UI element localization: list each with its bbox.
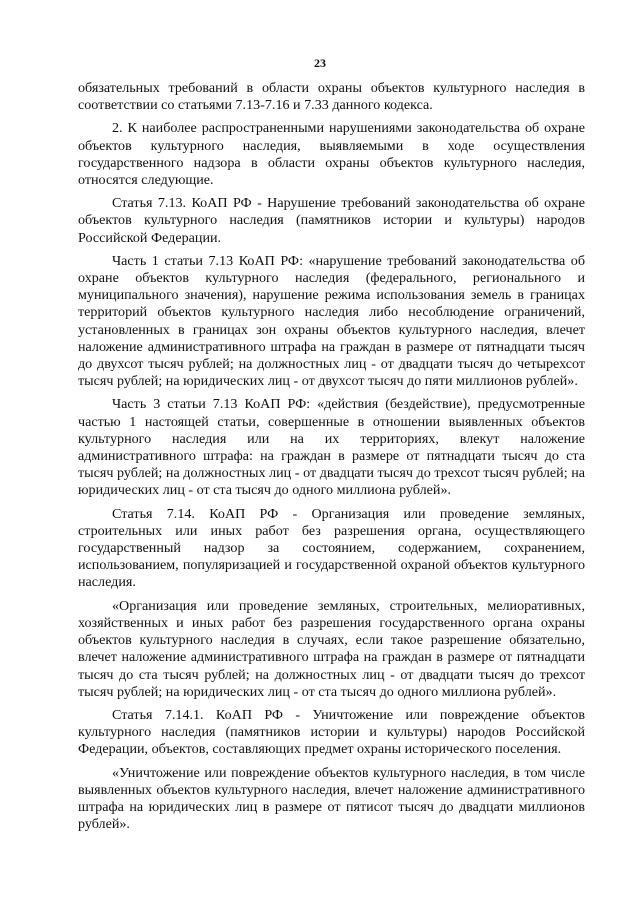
document-body: [78, 80, 585, 839]
paragraph-article-7-13-part-1: Часть 1 статьи 7.13 КоАП РФ: «нарушение требований законодательства об охране объектов культурного наследия (федерального, регионального и муниципального значения), нарушение режима использования земель в границах территорий объектов культурного наследия либо несоблюдение ограничений, установленных в границах зон охраны объектов культурного наследия, влечет наложение административного штрафа на граждан в размере от пятнадцати тысяч до двухсот тысяч рублей; на должностных лиц - от двадцати тысяч до четырехсот тысяч рублей; на юридических лиц - от двухсот тысяч до пяти миллионов рублей».: [78, 252, 585, 390]
paragraph-article-7-14-quote: «Организация или проведение земляных, строительных, мелиоративных, хозяйственных и иных работ без разрешения государственного органа охраны объектов культурного наследия в случаях, если такое разрешение обязательно, влечет наложение административного штрафа на граждан в размере от пятнадцати тысяч до ста тысяч рублей; на должностных лиц - от двадцати тысяч до трехсот тысяч рублей; на юридических лиц - от ста тысяч до одного миллиона рублей».: [78, 597, 585, 700]
paragraph-article-7-14-1: Статья 7.14.1. КоАП РФ - Уничтожение или повреждение объектов культурного наследия (памятников истории и культуры) народов Российской Федерации, объектов, составляющих предмет охраны исторического поселения.: [78, 706, 585, 758]
paragraph-continuation: обязательных требований в области охраны объектов культурного наследия в соответствии со статьями 7.13-7.16 и 7.33 данного кодекса.: [78, 80, 585, 114]
paragraph-article-7-14: Статья 7.14. КоАП РФ - Организация или проведение земляных, строительных или иных работ без разрешения органа, осуществляющего государственный надзор за состоянием, содержанием, сохранением, использованием, популяризацией и государственной охраной объектов культурного наследия.: [78, 505, 585, 591]
paragraph-article-7-13-part-3: Часть 3 статьи 7.13 КоАП РФ: «действия (бездействие), предусмотренные частью 1 настоящей статьи, совершенные в отношении выявленных объектов культурного наследия или на их территориях, влекут наложение административного штрафа: на граждан в размере от пятнадцати тысяч до ста тысяч рублей; на должностных лиц - от двадцати тысяч до трехсот тысяч рублей; на юридических лиц - от ста тысяч до одного миллиона рублей».: [78, 396, 585, 499]
page-number: 23: [314, 56, 326, 70]
paragraph-violations-intro: 2. К наиболее распространенными нарушениями законодательства об охране объектов культурного наследия, выявляемыми в ходе осуществления государственного надзора в области охраны объектов культурного наследия, относятся следующие.: [78, 120, 585, 189]
paragraph-article-7-14-1-quote: «Уничтожение или повреждение объектов культурного наследия, в том числе выявленных объектов культурного наследия, влечет наложение административного штрафа на юридических лиц в размере от пятисот тысяч до двадцати миллионов рублей».: [78, 764, 585, 833]
paragraph-article-7-13: Статья 7.13. КоАП РФ - Нарушение требований законодательства об охране объектов культурного наследия (памятников истории и культуры) народов Российской Федерации.: [78, 195, 585, 246]
